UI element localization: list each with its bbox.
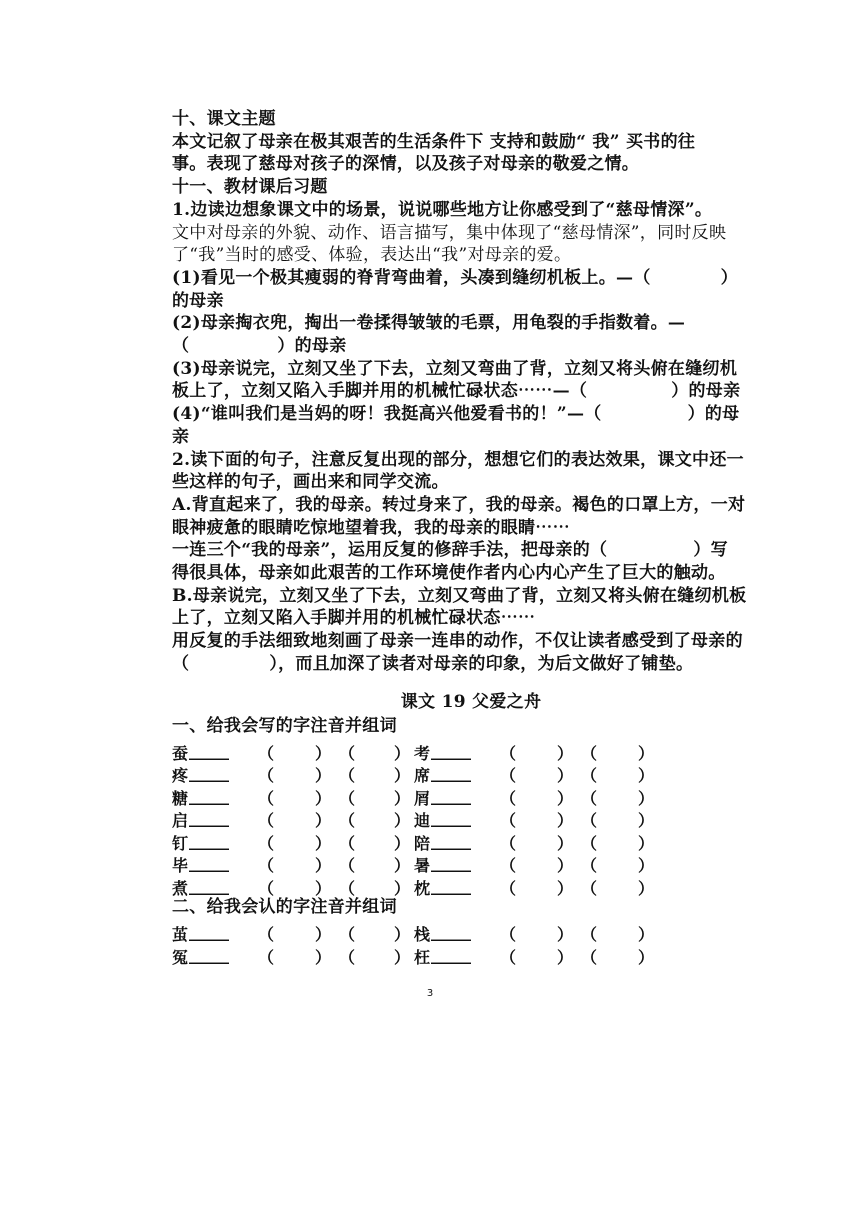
paren-mark: （ (339, 743, 356, 763)
paren-mark: （ (500, 811, 517, 831)
paren-mark: ） (315, 925, 332, 945)
paren-mark: ） (394, 833, 411, 853)
paren-mark: （ (581, 925, 598, 945)
paren-mark: （ (581, 856, 598, 876)
answer-line: 用反复的手法细致地刻画了母亲一连串的动作，不仅让读者感受到了母亲的 (172, 631, 743, 652)
pinyin-blank[interactable]: _____ (431, 875, 471, 895)
paren-mark: （ (581, 811, 598, 831)
exercise-item-cont: 亲 (172, 426, 190, 447)
paren-mark: ） (638, 856, 655, 876)
example-line: 上了，立刻又陷入手脚并用的机械忙碌状态⋯⋯ (172, 608, 536, 629)
pinyin-blank[interactable]: _____ (189, 944, 229, 964)
question-line: 些这样的句子，画出来和同学交流。 (172, 472, 449, 493)
pinyin-blank[interactable]: _____ (189, 763, 229, 783)
paren-mark: （ (258, 788, 275, 808)
section-heading: 一、给我会写的字注音并组词 (172, 716, 397, 737)
paren-mark: （ (339, 947, 356, 967)
target-character: 枉 (414, 947, 431, 967)
paren-mark: （ (500, 856, 517, 876)
word-row (172, 806, 770, 829)
target-character: 煮 (172, 878, 189, 898)
word-row (172, 943, 770, 966)
pinyin-blank[interactable]: _____ (431, 808, 471, 828)
paren-mark: （ (258, 743, 275, 763)
document-page (172, 108, 770, 965)
paren-mark: ） (394, 925, 411, 945)
paren-mark: ） (638, 925, 655, 945)
target-character: 糖 (172, 788, 189, 808)
paren-mark: （ (581, 788, 598, 808)
paren-mark: ） (638, 811, 655, 831)
paren-mark: ） (315, 743, 332, 763)
target-character: 钉 (172, 833, 189, 853)
paren-mark: ） (315, 788, 332, 808)
example-line: 眼神疲惫的眼睛吃惊地望着我，我的母亲的眼睛⋯⋯ (172, 517, 570, 538)
paren-mark: （ (339, 811, 356, 831)
paren-mark: （ (581, 878, 598, 898)
paren-mark: （ (500, 925, 517, 945)
pinyin-blank[interactable]: _____ (189, 740, 229, 760)
paren-mark: （ (339, 925, 356, 945)
paren-mark: （ (339, 788, 356, 808)
paren-mark: ） (394, 743, 411, 763)
word-row (172, 920, 770, 943)
paren-mark: ） (394, 788, 411, 808)
exercise-item: (3)母亲说完，立刻又坐了下去，立刻又弯曲了背，立刻又将头俯在缝纫机 (172, 358, 738, 379)
paren-mark: ） (557, 743, 574, 763)
word-row (172, 829, 770, 852)
exercise-item: (2)母亲掏衣兜，掏出一卷揉得皱皱的毛票，用龟裂的手指数着。— (172, 313, 686, 334)
paren-mark: ） (394, 766, 411, 786)
paren-mark: ） (557, 766, 574, 786)
paren-mark: ） (557, 833, 574, 853)
paren-mark: ） (638, 766, 655, 786)
target-character: 栈 (414, 925, 431, 945)
example-line: A.背直起来了，我的母亲。转过身来了，我的母亲。褐色的口罩上方，一对 (172, 494, 746, 515)
answer-line: （ ），而且加深了读者对母亲的印象，为后文做好了铺垫。 (172, 653, 694, 674)
pinyin-blank[interactable]: _____ (189, 808, 229, 828)
lesson-title: 课文 19 父爱之舟 (400, 691, 542, 712)
paren-mark: （ (500, 788, 517, 808)
paren-mark: ） (638, 878, 655, 898)
target-character: 席 (414, 766, 431, 786)
pinyin-blank[interactable]: _____ (431, 944, 471, 964)
pinyin-blank[interactable]: _____ (431, 763, 471, 783)
paragraph-line: 事。表现了慈母对孩子的深情，以及孩子对母亲的敬爱之情。 (172, 154, 640, 175)
paren-mark: （ (581, 743, 598, 763)
answer-line: 了“我”当时的感受、体验，表达出“我”对母亲的爱。 (172, 245, 572, 266)
pinyin-blank[interactable]: _____ (431, 830, 471, 850)
write-table (172, 739, 770, 897)
pinyin-blank[interactable]: _____ (431, 785, 471, 805)
pinyin-blank[interactable]: _____ (431, 922, 471, 942)
page-number: 3 (426, 988, 434, 999)
pinyin-blank[interactable]: _____ (189, 785, 229, 805)
section-heading: 二、给我会认的字注音并组词 (172, 897, 397, 918)
target-character: 枕 (414, 878, 431, 898)
paren-mark: （ (581, 766, 598, 786)
exercise-item: (4)“谁叫我们是当妈的呀！我挺高兴他爱看书的！”—（ ）的母 (172, 404, 740, 425)
exercise-item-cont: （ ）的母亲 (172, 336, 347, 357)
paren-mark: ） (394, 856, 411, 876)
target-character: 茧 (172, 925, 189, 945)
word-row (172, 761, 770, 784)
paren-mark: （ (339, 878, 356, 898)
target-character: 冤 (172, 947, 189, 967)
paren-mark: ） (315, 766, 332, 786)
read-table (172, 920, 770, 965)
paren-mark: （ (258, 811, 275, 831)
pinyin-blank[interactable]: _____ (431, 853, 471, 873)
pinyin-blank[interactable]: _____ (431, 740, 471, 760)
paren-mark: ） (315, 947, 332, 967)
target-character: 屑 (414, 788, 431, 808)
paren-mark: （ (258, 856, 275, 876)
answer-line: 得很具体，母亲如此艰苦的工作环境使作者内心内心产生了巨大的触动。 (172, 563, 726, 584)
paren-mark: （ (339, 833, 356, 853)
exercise-item: (1)看见一个极其瘦弱的脊背弯曲着，头凑到缝纫机板上。—（ ） (172, 267, 738, 288)
paren-mark: ） (557, 925, 574, 945)
answer-line: 一连三个“我的母亲”，运用反复的修辞手法，把母亲的（ ）写 (172, 540, 728, 561)
pinyin-blank[interactable]: _____ (189, 922, 229, 942)
paren-mark: ） (557, 811, 574, 831)
question-line: 1.边读边想象课文中的场景，说说哪些地方让你感受到了“慈母情深”。 (172, 199, 713, 220)
paren-mark: （ (339, 766, 356, 786)
exercise-item-cont: 板上了，立刻又陷入手脚并用的机械忙碌状态⋯⋯—（ ）的母亲 (172, 381, 741, 402)
paren-mark: （ (500, 833, 517, 853)
paren-mark: ） (394, 811, 411, 831)
target-character: 迪 (414, 811, 431, 831)
target-character: 暑 (414, 856, 431, 876)
paren-mark: （ (500, 766, 517, 786)
paren-mark: ） (638, 947, 655, 967)
paren-mark: ） (394, 878, 411, 898)
paren-mark: ） (315, 833, 332, 853)
paren-mark: （ (581, 833, 598, 853)
paren-mark: （ (500, 743, 517, 763)
answer-line: 文中对母亲的外貌、动作、语言描写，集中体现了“慈母情深”，同时反映 (172, 222, 727, 243)
target-character: 疼 (172, 766, 189, 786)
paren-mark: （ (500, 947, 517, 967)
paren-mark: （ (258, 878, 275, 898)
word-row (172, 851, 770, 874)
target-character: 启 (172, 811, 189, 831)
word-row (172, 784, 770, 807)
paren-mark: ） (557, 947, 574, 967)
paren-mark: （ (339, 856, 356, 876)
section-heading: 十、课文主题 (172, 109, 276, 129)
target-character: 蚕 (172, 743, 189, 763)
paren-mark: ） (315, 878, 332, 898)
paren-mark: ） (638, 743, 655, 763)
paren-mark: ） (638, 788, 655, 808)
pinyin-blank[interactable]: _____ (189, 875, 229, 895)
pinyin-blank[interactable]: _____ (189, 830, 229, 850)
target-character: 毕 (172, 856, 189, 876)
paren-mark: （ (258, 766, 275, 786)
paragraph-line: 本文记叙了母亲在极其艰苦的生活条件下 支持和鼓励“ 我” 买书的往 (172, 131, 696, 152)
paren-mark: ） (557, 878, 574, 898)
paren-mark: （ (258, 833, 275, 853)
paren-mark: ） (638, 833, 655, 853)
question-line: 2.读下面的句子，注意反复出现的部分，想想它们的表达效果，课文中还一 (172, 449, 744, 470)
exercise-item-cont: 的母亲 (172, 290, 224, 311)
paren-mark: （ (258, 947, 275, 967)
pinyin-blank[interactable]: _____ (189, 853, 229, 873)
paren-mark: ） (315, 811, 332, 831)
target-character: 考 (414, 743, 431, 763)
word-row (172, 739, 770, 762)
target-character: 陪 (414, 833, 431, 853)
paren-mark: ） (315, 856, 332, 876)
word-row (172, 874, 770, 897)
paren-mark: ） (394, 947, 411, 967)
example-line: B.母亲说完，立刻又坐了下去，立刻又弯曲了背，立刻又将头俯在缝纫机板 (172, 585, 747, 606)
paren-mark: ） (557, 788, 574, 808)
section-heading: 十一、教材课后习题 (172, 177, 328, 198)
paren-mark: ） (557, 856, 574, 876)
paren-mark: （ (500, 878, 517, 898)
paren-mark: （ (258, 925, 275, 945)
paren-mark: （ (581, 947, 598, 967)
